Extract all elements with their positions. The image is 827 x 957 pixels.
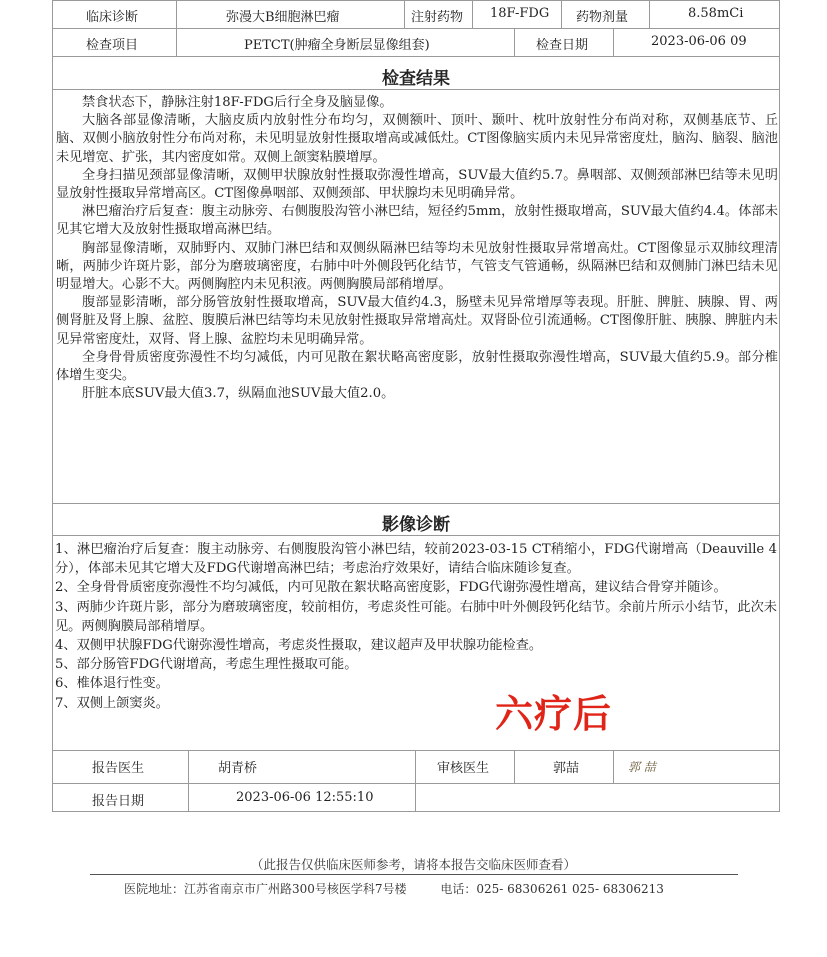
exam-date-value: 2023-06-06 09 <box>651 34 747 49</box>
results-paragraph: 胸部显像清晰，双肺野内、双肺门淋巴结和双侧纵隔淋巴结等均未见放射性摄取异常增高灶。CT图像显示双肺纹理清晰，两肺少许斑片影，部分为磨玻璃密度，右肺中叶外侧段钙化结节，气管支气管通畅，纵隔淋巴结和双侧肺门淋巴结未见明显增大。心影不大。两侧胸腔内未见积液。两侧胸膜局部稍增厚。 <box>56 240 778 293</box>
results-body <box>56 94 778 403</box>
results-paragraph: 淋巴瘤治疗后复查：腹主动脉旁、右侧腹股沟管小淋巴结，短径约5mm，放射性摄取增高，SUV最大值约4.4。体部未见其它增大及放射性摄取增高淋巴结。 <box>56 204 778 238</box>
results-paragraph: 大脑各部显像清晰，大脑皮质内放射性分布均匀，双侧额叶、顶叶、颞叶、枕叶放射性分布尚对称，双侧基底节、丘脑、双侧小脑放射性分布尚对称，未见明显放射性摄取增高或减低灶。CT图像脑实质内未见异常密度灶，脑沟、脑裂、脑池未见增宽、扩张，其内密度如常。双侧上颌窦粘膜增厚。 <box>56 113 778 165</box>
review-doctor-signature: 郭 喆 <box>628 760 656 774</box>
diagnosis-title: 影像诊断 <box>382 515 450 535</box>
label-exam-item: 检查项目 <box>86 38 139 53</box>
diagnosis-item: 7、双侧上颌窦炎。 <box>55 695 169 711</box>
handwritten-stamp: 六疗后 <box>495 692 613 736</box>
label-report-doctor: 报告医生 <box>92 761 145 776</box>
injected-drug-value: 18F-FDG <box>490 6 550 21</box>
exam-item-value: PETCT(肿瘤全身断层显像组套) <box>244 38 430 53</box>
review-doctor-name: 郭喆 <box>553 761 580 776</box>
diagnosis-item: 2、全身骨骨质密度弥漫性不均匀减低，内可见散在絮状略高密度影，FDG代谢弥漫性增高，建议结合骨穿并随诊。 <box>55 580 727 596</box>
footer-contact <box>124 880 664 897</box>
label-drug-dose: 药物剂量 <box>576 10 629 25</box>
diagnosis-item: 6、椎体退行性变。 <box>55 676 169 692</box>
report-doctor-name: 胡青桥 <box>218 761 258 776</box>
label-exam-date: 检查日期 <box>536 38 589 53</box>
signoff-row-2 <box>52 783 780 812</box>
results-paragraph: 禁食状态下，静脉注射18F-FDG后行全身及脑显像。 <box>82 95 393 110</box>
label-review-doctor: 审核医生 <box>437 761 490 776</box>
label-injected-drug: 注射药物 <box>411 10 464 25</box>
label-clinical-diagnosis: 临床诊断 <box>86 10 139 25</box>
footer-note: （此报告仅供临床医师参考，请将本报告交临床医师查看） <box>250 857 576 872</box>
drug-dose-value: 8.58mCi <box>688 6 744 21</box>
results-paragraph: 肝脏本底SUV最大值3.7，纵隔血池SUV最大值2.0。 <box>82 386 395 402</box>
diagnosis-item: 5、部分肠管FDG代谢增高，考虑生理性摄取可能。 <box>55 657 358 673</box>
results-title: 检查结果 <box>382 69 450 89</box>
diagnosis-item: 3、两肺少许斑片影，部分为磨玻璃密度，较前相仿，考虑炎性可能。右肺中叶外侧段钙化结节。余前片所示小结节，此次未见。两侧胸膜局部稍增厚。 <box>55 599 777 634</box>
results-paragraph: 腹部显影清晰，部分肠管放射性摄取增高，SUV最大值约4.3，肠壁未见异常增厚等表现。肝脏、脾脏、胰腺、胃、两侧肾脏及肾上腺、盆腔、腹膜后淋巴结等均未见放射性摄取异常增高灶。双肾卧位引流通畅。CT图像肝脏、胰腺、脾脏内未见异常密度灶，双肾、肾上腺、盆腔均未见明确异常。 <box>56 295 778 347</box>
footer-phone: 电话：025- 68306261 025- 68306213 <box>440 882 664 896</box>
diagnosis-item: 4、双侧甲状腺FDG代谢弥漫性增高，考虑炎性摄取，建议超声及甲状腺功能检查。 <box>55 638 543 654</box>
label-report-date: 报告日期 <box>92 794 145 809</box>
results-paragraph: 全身骨骨质密度弥漫性不均匀减低，内可见散在絮状略高密度影，放射性摄取弥漫性增高，SUV最大值约5.9。部分椎体增生变尖。 <box>56 349 778 384</box>
signoff-row-1 <box>52 750 780 784</box>
diagnosis-body <box>55 540 777 713</box>
diagnosis-item: 1、淋巴瘤治疗后复查：腹主动脉旁、右侧腹股沟管小淋巴结，较前2023-03-15 CT稍缩小，FDG代谢增高（Deauville 4分），体部未见其它增大及FDG代谢增高淋巴结；考虑治疗效果好，请结合临床随诊复查。 <box>55 542 777 577</box>
clinical-diagnosis-value: 弥漫大B细胞淋巴瘤 <box>226 10 340 25</box>
results-paragraph: 全身扫描见颈部显像清晰，双侧甲状腺放射性摄取弥漫性增高，SUV最大值约5.7。鼻咽部、双侧颈部淋巴结等未见明显放射性摄取异常增高区。CT图像鼻咽部、双侧颈部、甲状腺均未见明确异常。 <box>56 167 778 202</box>
report-date-value: 2023-06-06 12:55:10 <box>236 790 374 805</box>
footer-address: 医院地址：江苏省南京市广州路300号核医学科7号楼 <box>124 882 407 896</box>
footer-divider <box>90 874 738 875</box>
